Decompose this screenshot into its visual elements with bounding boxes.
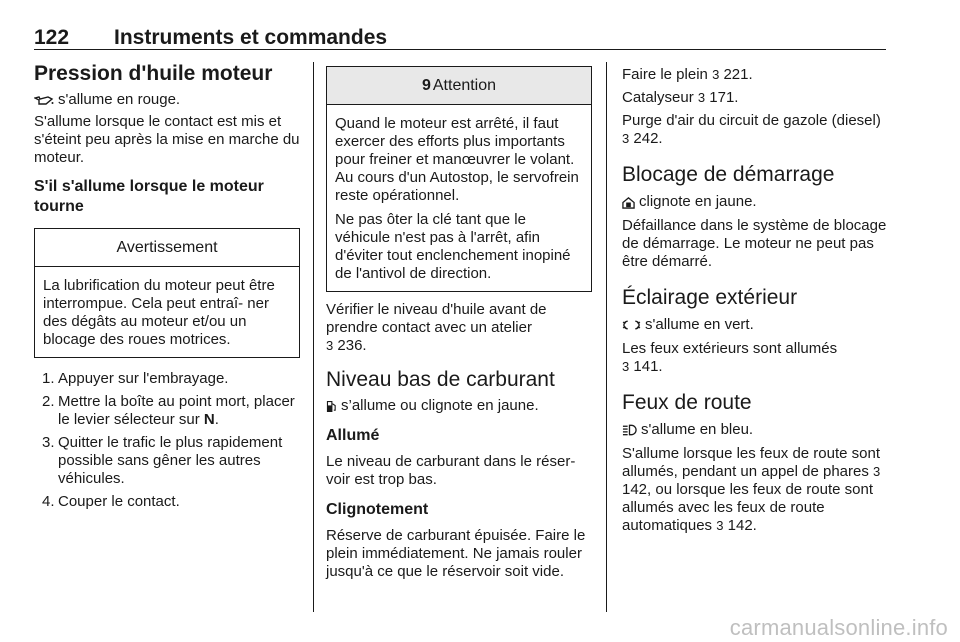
exterior-light-icon-text: s'allume en vert.	[645, 316, 754, 333]
ref-faire-le-plein: Faire le plein 3 221.	[622, 66, 753, 83]
immobilizer-icon-text: clignote en jaune.	[639, 193, 757, 210]
blocage-paragraph: Défaillance dans le système de blocage de démarrage. Le moteur ne peut pas être démarré.	[622, 217, 887, 270]
exterior-light-icon-line	[622, 316, 888, 334]
watermark: carmanualsonline.info	[729, 615, 948, 640]
column-divider	[313, 62, 314, 612]
warning-box-body: La lubrification du moteur peut être interrompue. Cela peut entraî‐ ner des dégâts au moteur et/ou un blocage des roues motrices.	[43, 277, 275, 348]
list-item: 1. Appuyer sur l'embrayage.	[42, 370, 229, 387]
eclairage-paragraph: Les feux extérieurs sont allumés 3 141.	[622, 340, 838, 375]
warning-box-title: Avertissement	[35, 229, 299, 267]
warning-box	[34, 228, 300, 358]
attention-paragraph-2: Ne pas ôter la clé tant que le véhicule n'est pas à l'arrêt, afin d'éviter tout enclenchement inopiné de l'antivol de direction.	[335, 211, 571, 282]
page-ref-link[interactable]: 141.	[633, 358, 663, 375]
heading-low-fuel: Niveau bas de carburant	[326, 368, 555, 391]
list-item: 4. Couper le contact.	[42, 493, 180, 510]
fuel-icon-text: s’allume ou clignote en jaune.	[341, 397, 539, 414]
ref-catalyseur: Catalyseur 3 171.	[622, 89, 739, 106]
ref-arrow-icon: 3	[622, 359, 630, 374]
immobilizer-icon	[622, 196, 635, 209]
attention-box	[326, 66, 592, 292]
feux-paragraph: S'allume lorsque les feux de route sont allumés, pendant un appel de phares 3 142, ou lorsque les feux de route sont allumés avec les feux de route automatiques 3 142.	[622, 445, 881, 534]
column-1	[34, 62, 300, 516]
attention-paragraph-1: Quand le moteur est arrêté, il faut exercer des efforts plus importants pour freiner et manœuvrer le volant. Au cours d'un Autostop, le servofrein reste opérationnel.	[335, 115, 579, 204]
check-oil-paragraph: Vérifier le niveau d'huile avant de prendre contact avec un atelier 3 236.	[326, 301, 547, 354]
ref-arrow-icon: 3	[873, 464, 881, 479]
high-beam-icon-text: s'allume en bleu.	[641, 421, 754, 438]
ref-arrow-icon: 3	[326, 338, 334, 353]
heading-blocage: Blocage de démarrage	[622, 163, 835, 186]
page-ref-link[interactable]: 142.	[727, 517, 757, 534]
page-ref-link[interactable]: 142,	[622, 481, 652, 498]
subheading-clignotement: Clignotement	[326, 501, 429, 518]
heading-feux-de-route: Feux de route	[622, 391, 752, 414]
clignotement-paragraph: Réserve de carburant épuisée. Faire le plein immédiatement. Ne jamais rouler jusqu'à ce que le réservoir soit vide.	[326, 527, 586, 580]
allume-paragraph: Le niveau de carburant dans le réser‐ voir est trop bas.	[326, 453, 576, 488]
ref-arrow-icon: 3	[622, 131, 630, 146]
ref-purge-air: Purge d'air du circuit de gazole (diesel) 3 242.	[622, 112, 881, 147]
column-2	[326, 66, 592, 581]
column-3	[622, 66, 888, 535]
list-item: 3. Quitter le trafic le plus rapidement possible sans gêner les autres véhicules.	[42, 434, 283, 487]
steps-list	[34, 370, 300, 511]
page-number: 122	[34, 26, 70, 49]
oil-pressure-icon	[34, 94, 54, 106]
ref-arrow-icon: 3	[716, 518, 724, 533]
column-divider	[606, 62, 607, 612]
page-header	[34, 28, 886, 50]
attention-symbol-icon: 9	[421, 77, 431, 94]
oil-paragraph: S'allume lorsque le contact est mis et s'éteint peu après la mise en marche du moteur.	[34, 113, 300, 166]
immobilizer-icon-line	[622, 193, 888, 211]
subheading-allume: Allumé	[326, 427, 380, 444]
page-header-title: Instruments et commandes	[114, 26, 388, 49]
subheading-engine-running: S'il s'allume lorsque le moteur tourne	[34, 178, 264, 215]
high-beam-icon	[622, 424, 637, 436]
ref-arrow-icon: 3	[697, 90, 706, 105]
fuel-pump-icon	[326, 400, 337, 413]
oil-icon-text: s'allume en rouge.	[58, 91, 181, 108]
heading-oil-pressure: Pression d'huile moteur	[34, 62, 273, 85]
high-beam-icon-line	[622, 421, 888, 439]
page-ref-link[interactable]: 242.	[633, 130, 663, 147]
ref-arrow-icon: 3	[712, 67, 720, 82]
fuel-icon-line	[326, 397, 592, 415]
heading-eclairage: Éclairage extérieur	[622, 286, 798, 309]
page-ref-link[interactable]: 236.	[337, 337, 367, 354]
attention-box-title: 9 Attention	[327, 67, 591, 105]
exterior-light-icon	[622, 319, 641, 331]
page-ref-link[interactable]: 221.	[723, 66, 753, 83]
list-item: 2. Mettre la boîte au point mort, placer le levier sélecteur sur N.	[42, 393, 295, 428]
oil-icon-line	[34, 91, 300, 109]
page-ref-link[interactable]: 171.	[709, 89, 739, 106]
